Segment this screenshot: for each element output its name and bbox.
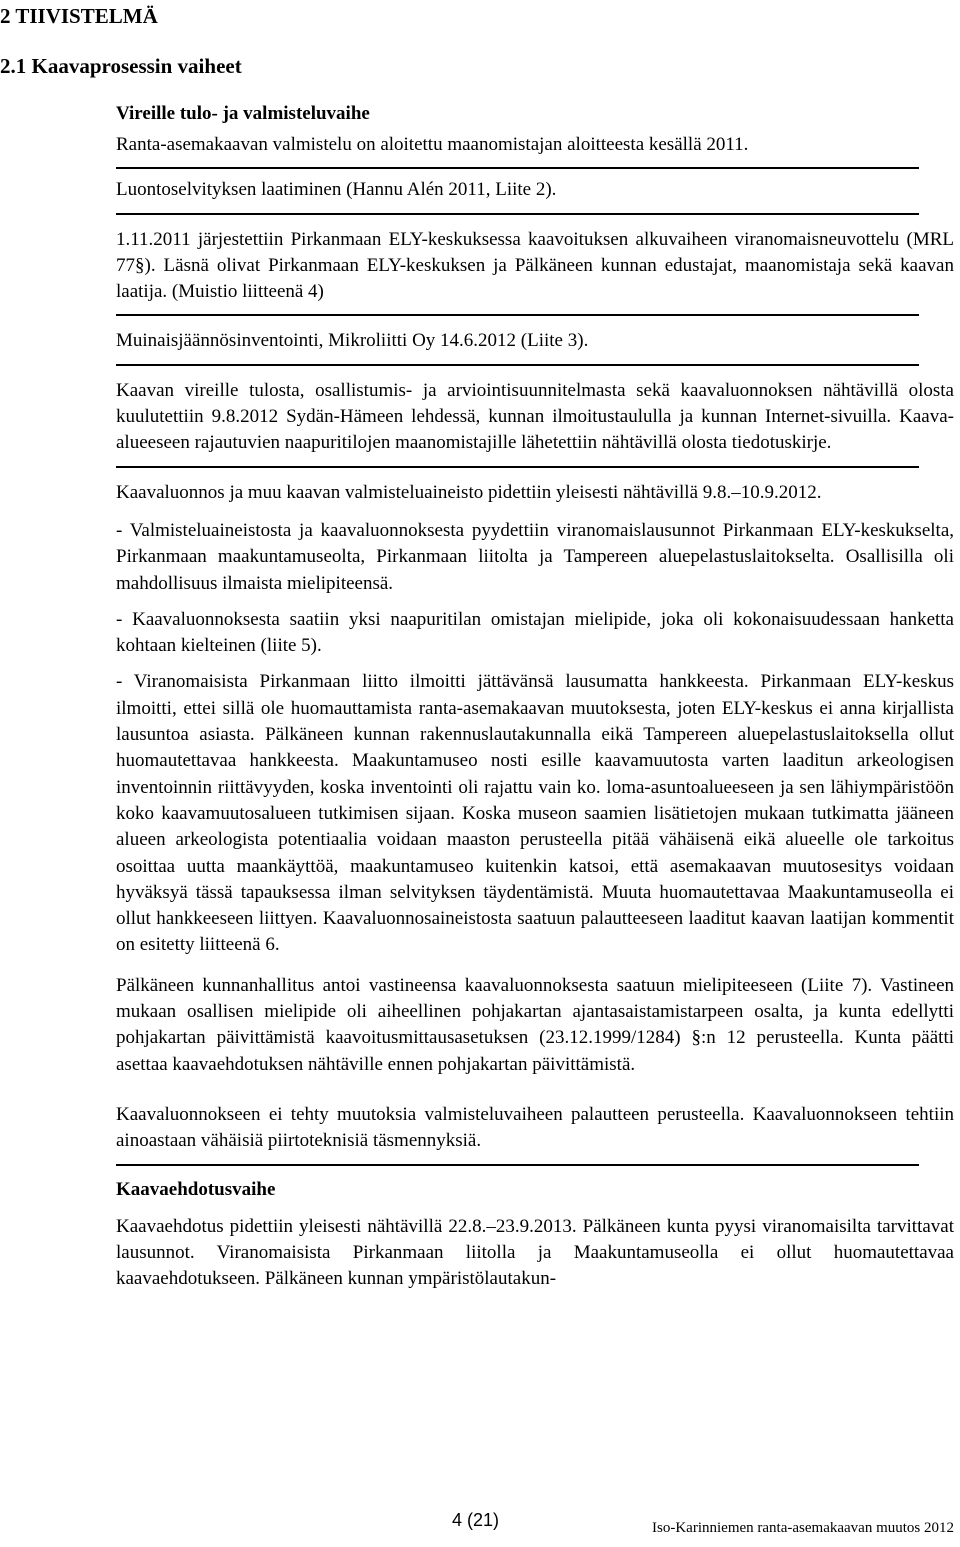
paragraph: Kaavan vireille tulosta, osallistumis- ja arviointisuunnitelmasta sekä kaavaluonnoksen nähtävillä olosta kuulutettiin 9.8.2012 Sydän-Hämeen lehdessä, kunnan ilmoitustaululla ja kunnan Internet-sivuilla. Kaava-alueeseen rajautuvien naapuritilojen maanomistajille lähetettiin nähtävillä olosta tiedotuskirje.: [116, 379, 954, 454]
paragraph: - Kaavaluonnoksesta saatiin yksi naapuritilan omistajan mielipide, joka oli kokonaisuudessaan hanketta kohtaan kielteinen (liite 5).: [116, 608, 954, 657]
paragraph: Kaavaehdotus pidettiin yleisesti nähtävillä 22.8.–23.9.2013. Pälkäneen kunta pyysi viranomaisilta tarvittavat lausunnot. Viranomaisista Pirkanmaan liitolla ja Maakuntamuseolla ei ollut huomautettavaa kaavaehdotukseen. Pälkäneen kunnan ympäristölautakun-: [116, 1215, 954, 1290]
paragraph: Kaavaluonnos ja muu kaavan valmisteluaineisto pidettiin yleisesti nähtävillä 9.8.–10.9.2012.: [116, 481, 822, 503]
paragraph: Pälkäneen kunnanhallitus antoi vastineensa kaavaluonnoksesta saatuun mielipiteeseen (Liite 7). Vastineen mukaan osallisen mielipide oli aiheellinen pohjakartan ajantasaistamistarpeen osalta, ja kunta edellytti pohjakartan päivittämistä kaavoitusmittausasetuksen (23.12.1999/1284) §:n 12 perusteella. Kunta päätti asettaa kaavaehdotuksen nähtäville ennen pohjakartan päivittämistä.: [116, 974, 954, 1075]
section-title-preparation: Vireille tulo- ja valmisteluvaihe: [116, 103, 370, 124]
section-title-proposal: Kaavaehdotusvaihe: [116, 1178, 276, 1200]
paragraph: Ranta-asemakaavan valmistelu on aloitettu maanomistajan aloitteesta kesällä 2011.: [116, 134, 749, 155]
paragraph: - Viranomaisista Pirkanmaan liitto ilmoitti jättävänsä lausumatta hankkeesta. Pirkanmaan ELY-keskus ilmoitti, ettei sillä ole huomauttamista ranta-asemakaavan muutoksesta, joten ELY-keskus ei anna kirjallista lausuntoa asiasta. Pälkäneen kunnan rakennuslautakunnalla eikä Tampereen aluepelastuslaitoksella ollut huomautettavaa hankkeesta. Maakuntamuseo nosti esille kaavamuutosta varten laaditun arkeologisen inventoinnin riittävyyden, koska inventointi oli rajattu vain ko. loma-asuntoalueeseen ja sen lähiympäristöön koko kaavamuutosalueen tutkimisen sijaan. Koska museon saamien lisätietojen mukaan tutkimatta jääneen alueen arkeologista potentiaalia voidaan maaston perusteella pitää vähäisenä eikä alueelle ole tarkoitus osoittaa uutta maankäyttöä, maakuntamuseo kuitenkin katsoi, että asemakaavan muutosesitys voidaan hyväksyä tässä tapauksessa ilman selvityksen täydentämistä. Muuta huomautettavaa Maakuntamuseolla ei ollut hankkeeseen liittyen. Kaavaluonnosaineistosta saatuun palautteeseen laaditut kaavan laatijan kommentit on esitetty liitteenä 6.: [116, 671, 954, 956]
paragraph: Muinaisjäännösinventointi, Mikroliitti Oy 14.6.2012 (Liite 3).: [116, 330, 589, 352]
paragraph: Luontoselvityksen laatiminen (Hannu Alén 2011, Liite 2).: [116, 179, 557, 201]
paragraph: 1.11.2011 järjestettiin Pirkanmaan ELY-keskuksessa kaavoituksen alkuvaiheen viranomaisneuvottelu (MRL 77§). Läsnä olivat Pirkanmaan ELY-keskuksen ja Pälkäneen kunnan edustajat, maanomistaja sekä kaavan laatija. (Muistio liitteenä 4): [116, 228, 954, 303]
page-number: 4 (21): [452, 1510, 500, 1530]
page-heading: 2 TIIVISTELMÄ: [0, 4, 158, 28]
paragraph: - Valmisteluaineistosta ja kaavaluonnoksesta pyydettiin viranomaislausunnot Pirkanmaan ELY-keskukselta, Pirkanmaan maakuntamuseolta, Pirkanmaan liitolta ja Tampereen aluepelastuslaitokselta. Osallisilla oli mahdollisuus ilmaista mielipiteensä.: [116, 519, 954, 594]
document-body: [116, 100, 954, 1292]
document-footer: Iso-Karinniemen ranta-asemakaavan muutos 2012: [652, 1520, 954, 1536]
paragraph: Kaavaluonnokseen ei tehty muutoksia valmisteluvaiheen palautteen perusteella. Kaavaluonnokseen tehtiin ainoastaan vähäisiä piirtoteknisiä täsmennyksiä.: [116, 1103, 954, 1152]
section-heading: 2.1 Kaavaprosessin vaiheet: [0, 54, 242, 78]
